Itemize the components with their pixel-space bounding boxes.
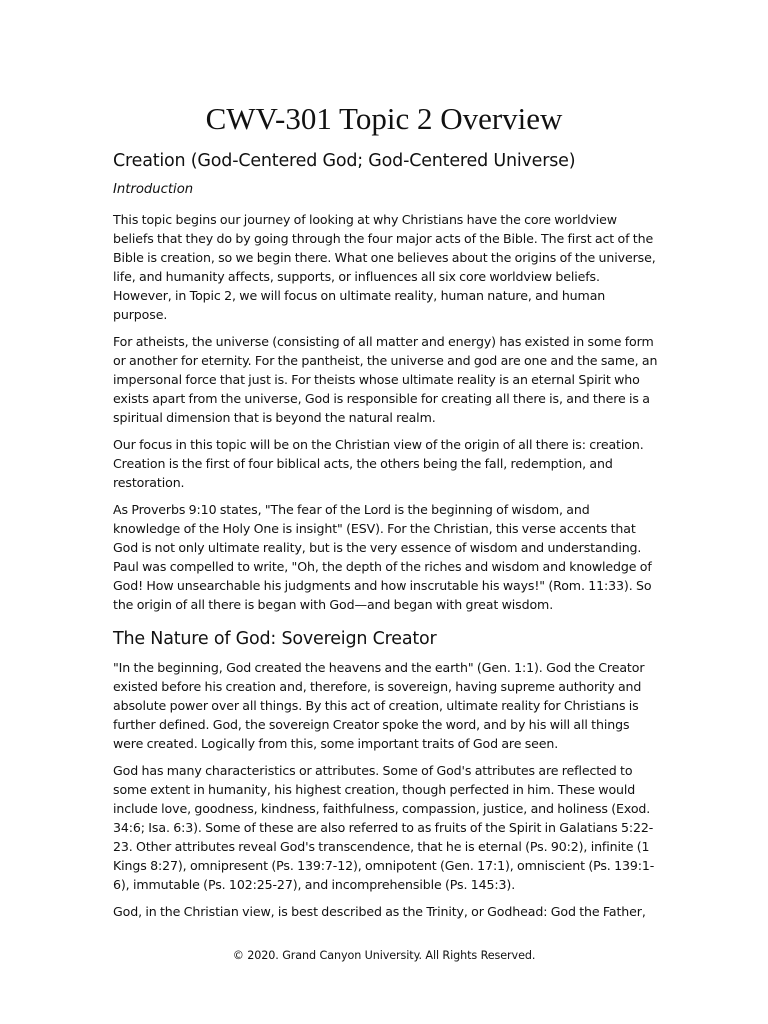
intro-paragraph: This topic begins our journey of looking at why Christians have the core worldview beliefs that they do by going through the four major acts of the Bible. The first act of the Bible is creation, so we begin there. What one believes about the origins of the universe, life, and humanity affects, supports, or influences all six core worldview beliefs. However, in Topic 2, we will focus on ultimate reality, human nature, and human purpose. [113,212,656,322]
nature-heading: The Nature of God: Sovereign Creator [113,629,437,649]
nature-paragraph: God has many characteristics or attributes. Some of God's attributes are reflected to some extent in humanity, his highest creation, though perfected in him. These would include love, goodness, kindness, faithfulness, compassion, justice, and holiness (Exod. 34:6; Isa. 6:3). Some of these are also referred to as fruits of the Spirit in Galatians 5:22-23. Other attributes reveal God's transcendence, that he is eternal (Ps. 90:2), infinite (1 Kings 8:27), omnipresent (Ps. 139:7-12), omnipotent (Gen. 17:1), omniscient (Ps. 139:1-6), immutable (Ps. 102:25-27), and incomprehensible (Ps. 145:3). [113,763,655,892]
section-heading: Creation (God-Centered God; God-Centered Universe) [113,151,576,171]
document-title: CWV-301 Topic 2 Overview [205,101,563,136]
copyright-footer: © 2020. Grand Canyon University. All Rights Reserved. [232,949,536,962]
nature-paragraph: "In the beginning, God created the heavens and the earth" (Gen. 1:1). God the Creator existed before his creation and, therefore, is sovereign, having supreme authority and absolute power over all things. By this act of creation, ultimate reality for Christians is further defined. God, the sovereign Creator spoke the word, and by his will all things were created. Logically from this, some important traits of God are seen. [113,660,645,751]
document-body [113,148,659,929]
intro-heading: Introduction [113,182,194,197]
intro-paragraph: As Proverbs 9:10 states, "The fear of the Lord is the beginning of wisdom, and knowledge of the Holy One is insight" (ESV). For the Christian, this verse accents that God is not only ultimate reality, but is the very essence of wisdom and understanding. Paul was compelled to write, "Oh, the depth of the riches and wisdom and knowledge of God! How unsearchable his judgments and how inscrutable his ways!" (Rom. 11:33). So the origin of all there is began with God—and began with great wisdom. [113,502,652,612]
nature-paragraph: God, in the Christian view, is best described as the Trinity, or Godhead: God the Father, [113,904,646,919]
intro-paragraph: For atheists, the universe (consisting of all matter and energy) has existed in some form or another for eternity. For the pantheist, the universe and god are one and the same, an impersonal force that just is. For theists whose ultimate reality is an eternal Spirit who exists apart from the universe, God is responsible for creating all there is, and there is a spiritual dimension that is beyond the natural realm. [113,334,658,425]
intro-paragraph: Our focus in this topic will be on the Christian view of the origin of all there is: creation. Creation is the first of four biblical acts, the others being the fall, redemption, and restoration. [113,437,644,490]
